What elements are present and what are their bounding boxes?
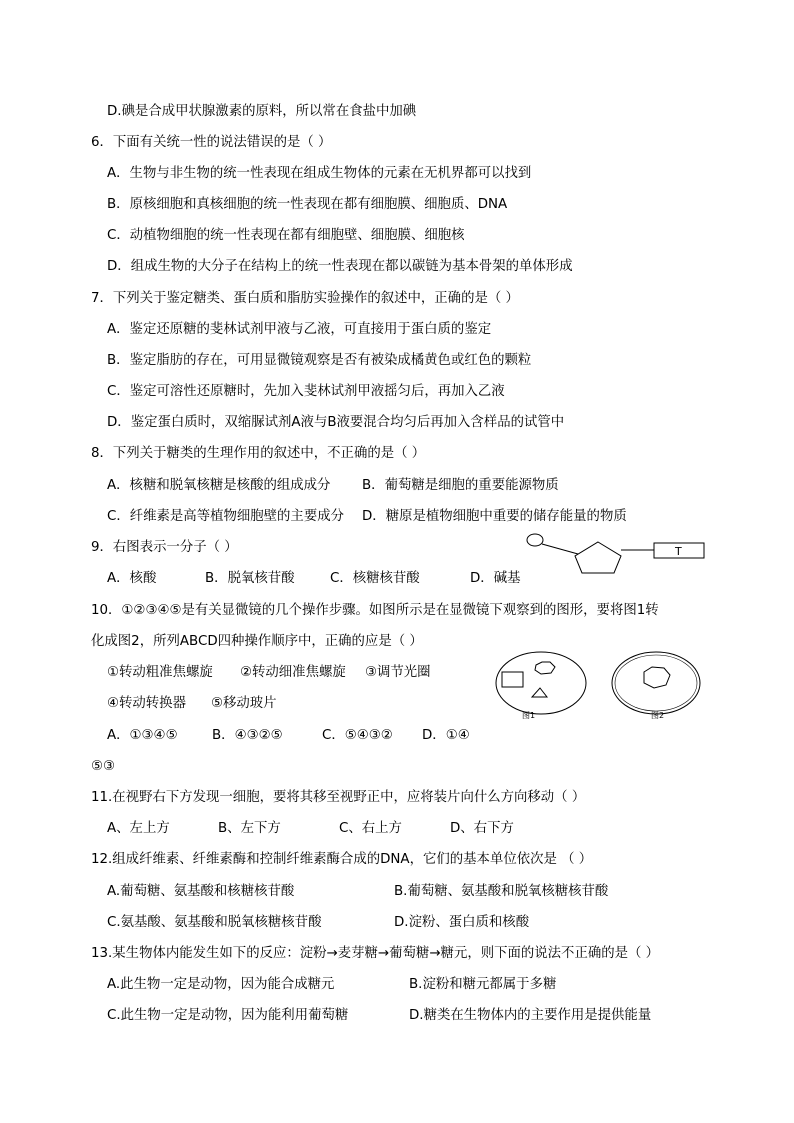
q10-op2: ②转动细准焦螺旋: [240, 665, 346, 680]
q12-option-b: B.葡萄糖、氨基酸和脱氧核糖核苷酸: [394, 884, 609, 899]
q10-option-d-cont: ⑤③: [91, 759, 116, 774]
q10-option-c: C．⑤④③②: [322, 728, 393, 743]
fig2-hexagon: [644, 667, 670, 688]
fig1-hexagon: [535, 662, 555, 674]
q12-option-c: C.氨基酸、氨基酸和脱氧核糖核苷酸: [107, 915, 322, 930]
q8-option-d: D．糖原是植物细胞中重要的储存能量的物质: [362, 509, 627, 524]
q10-op1: ①转动粗准焦螺旋: [107, 665, 213, 680]
nucleotide-figure: [520, 528, 710, 578]
q12-option-d: D.淀粉、蛋白质和核酸: [394, 915, 530, 930]
q9-stem: 9．右图表示一分子（ ）: [91, 540, 238, 555]
q9-option-c: C．核糖核苷酸: [330, 571, 420, 586]
q10-option-d: D．①④: [422, 728, 470, 743]
fig1-field: [496, 652, 586, 714]
q10-stem-line1: 10．①②③④⑤是有关显微镜的几个操作步骤。如图所示是在显微镜下观察到的图形，要将图1转: [91, 603, 659, 618]
q10-op5: ⑤移动玻片: [211, 696, 277, 711]
pentose-pentagon: [575, 542, 621, 573]
q13-option-c: C.此生物一定是动物，因为能利用葡萄糖: [107, 1008, 349, 1023]
q10-option-b: B．④③②⑤: [212, 728, 283, 743]
q6-option-d: D．组成生物的大分子在结构上的统一性表现在都以碳链为基本骨架的单体形成: [107, 259, 573, 274]
base-label: T: [675, 545, 682, 558]
fig2-field-inner: [615, 655, 697, 711]
q6-option-c: C．动植物细胞的统一性表现在都有细胞壁、细胞膜、细胞核: [107, 228, 465, 243]
q6-option-a: A．生物与非生物的统一性表现在组成生物体的元素在无机界都可以找到: [107, 166, 532, 181]
q12-option-a: A.葡萄糖、氨基酸和核糖核苷酸: [107, 884, 295, 899]
fig1-square: [502, 672, 523, 687]
phosphate-bond: [542, 544, 578, 554]
q11-option-a: A、左上方: [107, 821, 170, 836]
q8-stem: 8．下列关于糖类的生理作用的叙述中，不正确的是（ ）: [91, 446, 426, 461]
q11-option-d: D、右下方: [450, 821, 514, 836]
q10-op3: ③调节光圈: [365, 665, 431, 680]
q7-option-b: B．鉴定脂肪的存在，可用显微镜观察是否有被染成橘黄色或红色的颗粒: [107, 353, 532, 368]
q9-option-d: D．碱基: [470, 571, 521, 586]
q7-option-d: D．鉴定蛋白质时，双缩脲试剂A液与B液要混合均匀后再加入含样品的试管中: [107, 415, 565, 430]
q7-option-a: A．鉴定还原糖的斐林试剂甲液与乙液，可直接用于蛋白质的鉴定: [107, 322, 492, 337]
q8-option-a: A．核糖和脱氧核糖是核酸的组成成分: [107, 478, 331, 493]
q6-option-b: B．原核细胞和真核细胞的统一性表现在都有细胞膜、细胞质、DNA: [107, 197, 508, 212]
fig1-label: 图1: [522, 711, 536, 720]
q13-option-a: A.此生物一定是动物，因为能合成糖元: [107, 977, 335, 992]
fig1-triangle: [532, 688, 547, 697]
q8-option-c: C．纤维素是高等植物细胞壁的主要成分: [107, 509, 344, 524]
q5-option-d: D.碘是合成甲状腺激素的原料，所以常在食盐中加碘: [107, 104, 417, 119]
q13-stem: 13.某生物体内能发生如下的反应：淀粉→麦芽糖→葡萄糖→糖元，则下面的说法不正确的是（ ）: [91, 946, 660, 961]
q11-option-b: B、左下方: [218, 821, 281, 836]
q7-stem: 7．下列关于鉴定糖类、蛋白质和脂肪实验操作的叙述中，正确的是（ ）: [91, 291, 519, 306]
q7-option-c: C．鉴定可溶性还原糖时，先加入斐林试剂甲液摇匀后，再加入乙液: [107, 384, 505, 399]
q11-stem: 11.在视野右下方发现一细胞，要将其移至视野正中，应将装片向什么方向移动（ ）: [91, 790, 586, 805]
q10-op4: ④转动转换器: [107, 696, 186, 711]
q9-option-b: B．脱氧核苷酸: [205, 571, 295, 586]
q10-option-a: A．①③④⑤: [107, 728, 178, 743]
q13-option-b: B.淀粉和糖元都属于多糖: [409, 977, 557, 992]
q12-stem: 12.组成纤维素、纤维素酶和控制纤维素酶合成的DNA，它们的基本单位依次是 （ ）: [91, 852, 593, 867]
q13-option-d: D.糖类在生物体内的主要作用是提供能量: [409, 1008, 652, 1023]
fig2-field: [612, 652, 700, 714]
q8-option-b: B．葡萄糖是细胞的重要能源物质: [362, 478, 559, 493]
microscope-fig1: [488, 650, 598, 720]
fig2-label: 图2: [651, 711, 665, 720]
microscope-fig2: [606, 650, 716, 720]
phosphate-circle: [527, 534, 543, 546]
q9-option-a: A．核酸: [107, 571, 157, 586]
q11-option-c: C、右上方: [339, 821, 402, 836]
q10-stem-line2: 化成图2，所列ABCD四种操作顺序中，正确的应是（ ）: [91, 634, 423, 649]
q6-stem: 6．下面有关统一性的说法错误的是（ ）: [91, 135, 332, 150]
